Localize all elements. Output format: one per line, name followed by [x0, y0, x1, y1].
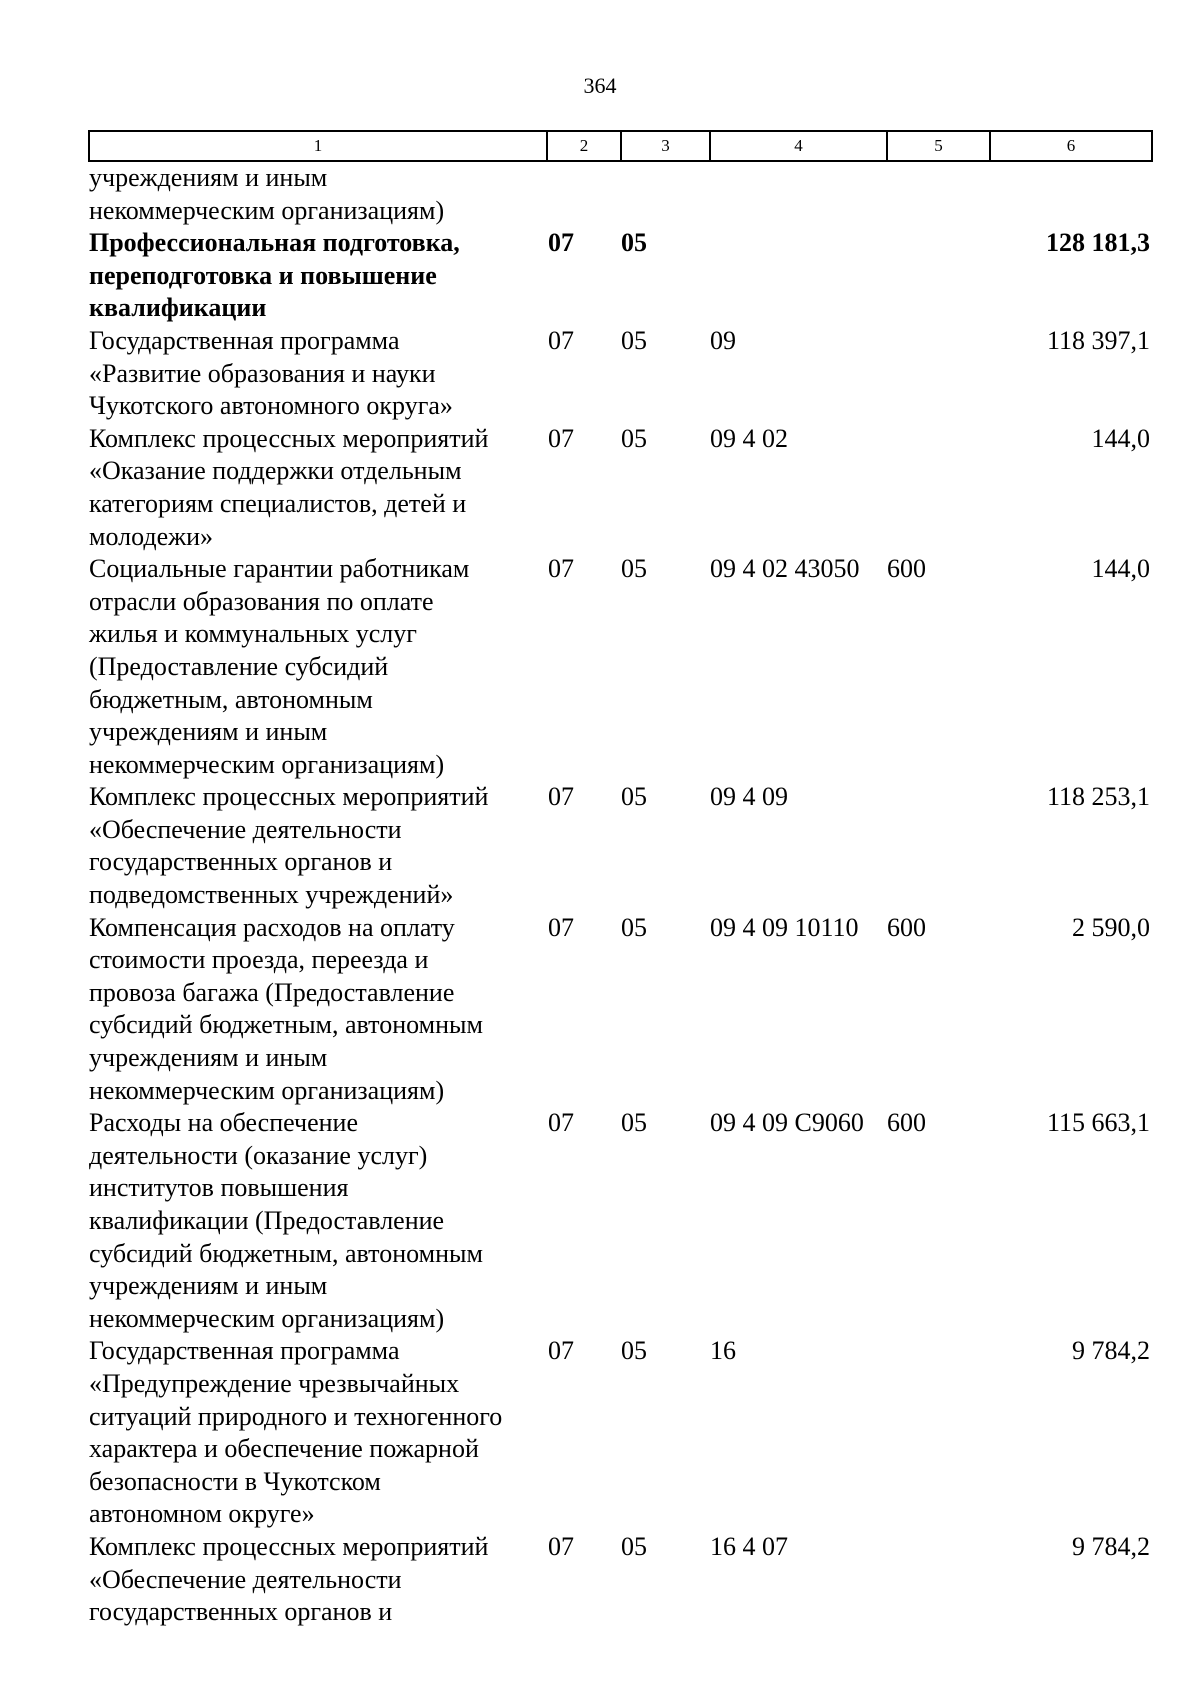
row-name-cell: Комплекс процессных мероприятий «Обеспечение деятельности государственных органов и подведомственных учреждений» [89, 782, 489, 910]
row-section-cell: 07 [548, 1108, 574, 1138]
row-name-cell: учреждениям и иным некоммерческим организациям) [89, 163, 445, 225]
column-header-4: 4 [710, 131, 887, 161]
row-section-cell: 07 [548, 554, 574, 584]
row-section-cell: 07 [548, 1336, 574, 1366]
row-section-cell [547, 161, 621, 227]
row-subsection-cell: 05 [621, 228, 647, 258]
row-section-cell: 07 [548, 228, 574, 258]
row-expense-type-cell: 600 [887, 554, 926, 584]
row-amount-cell: 144,0 [1091, 554, 1150, 584]
budget-table [88, 130, 1153, 1629]
row-program-cell: 09 [710, 325, 736, 355]
row-name-cell: Комплекс процессных мероприятий «Оказание поддержки отдельным категориям специалистов, детей и молодежи» [89, 423, 489, 551]
row-name-cell: Социальные гарантии работникам отрасли образования по оплате жилья и коммунальных услуг (Предоставление субсидий бюджетным, автономным учреждениям и иным некоммерческим организациям) [89, 554, 470, 779]
table-row [89, 781, 1152, 911]
row-program-cell: 16 [710, 1336, 736, 1366]
row-subsection-cell: 05 [621, 1336, 647, 1366]
row-subsection-cell: 05 [621, 423, 647, 453]
row-subsection-cell [621, 161, 710, 227]
row-amount-cell: 115 663,1 [1046, 1108, 1150, 1138]
table-row [89, 912, 1152, 1108]
table-row [89, 1107, 1152, 1335]
column-number-row [89, 131, 1152, 161]
row-amount-cell: 2 590,0 [1072, 912, 1150, 942]
column-header-3: 3 [621, 131, 710, 161]
page-number: 364 [583, 73, 617, 98]
row-name-cell: Государственная программа «Предупреждение чрезвычайных ситуаций природного и техногенного характера и обеспечение пожарной безопасности в Чукотском автономном округе» [89, 1336, 503, 1529]
row-section-cell: 07 [548, 912, 574, 942]
row-subsection-cell: 05 [621, 782, 647, 812]
table-row [89, 325, 1152, 423]
table-row [89, 553, 1152, 781]
row-expense-type-cell: 600 [887, 912, 926, 942]
row-expense-type-cell [887, 227, 990, 325]
row-name-cell: Комплекс процессных мероприятий «Обеспечение деятельности государственных органов и [89, 1531, 489, 1627]
row-program-cell [710, 227, 887, 325]
table-row [89, 227, 1152, 325]
row-expense-type-cell [887, 325, 990, 423]
table-body [89, 161, 1152, 1629]
row-subsection-cell: 05 [621, 1531, 647, 1561]
row-amount-cell: 118 253,1 [1046, 782, 1150, 812]
row-expense-type-cell [887, 1531, 990, 1629]
column-header-6: 6 [990, 131, 1152, 161]
row-expense-type-cell [887, 781, 990, 911]
row-subsection-cell: 05 [621, 554, 647, 584]
table-row [89, 423, 1152, 553]
row-program-cell: 09 4 09 [710, 782, 788, 812]
row-amount-cell: 118 397,1 [1046, 325, 1150, 355]
column-header-1: 1 [89, 131, 547, 161]
row-name-cell: Расходы на обеспечение деятельности (оказание услуг) институтов повышения квалификации (Предоставление субсидий бюджетным, автономным учреждениям и иным некоммерческим организациям) [89, 1108, 483, 1333]
row-amount-cell: 144,0 [1091, 423, 1150, 453]
table-row [89, 161, 1152, 227]
row-name-cell: Компенсация расходов на оплату стоимости проезда, переезда и провоза багажа (Предоставление субсидий бюджетным, автономным учреждениям и иным некоммерческим организациям) [89, 912, 483, 1105]
row-section-cell: 07 [548, 1531, 574, 1561]
row-section-cell: 07 [548, 325, 574, 355]
row-program-cell: 09 4 02 [710, 423, 788, 453]
row-subsection-cell: 05 [621, 325, 647, 355]
row-name-cell: Государственная программа «Развитие образования и науки Чукотского автономного округа» [89, 325, 453, 421]
row-name-cell: Профессиональная подготовка, переподготовка и повышение квалификации [89, 228, 460, 323]
column-header-5: 5 [887, 131, 990, 161]
row-program-cell: 16 4 07 [710, 1531, 788, 1561]
row-amount-cell: 9 784,2 [1072, 1336, 1150, 1366]
row-subsection-cell: 05 [621, 912, 647, 942]
row-subsection-cell: 05 [621, 1108, 647, 1138]
row-section-cell: 07 [548, 423, 574, 453]
column-header-2: 2 [547, 131, 621, 161]
row-expense-type-cell [887, 161, 990, 227]
row-program-cell: 09 4 09 С9060 [710, 1108, 864, 1138]
row-amount-cell: 9 784,2 [1072, 1531, 1150, 1561]
row-expense-type-cell [887, 423, 990, 553]
row-program-cell [710, 161, 887, 227]
row-expense-type-cell [887, 1335, 990, 1531]
row-expense-type-cell: 600 [887, 1108, 926, 1138]
row-program-cell: 09 4 09 10110 [710, 912, 859, 942]
row-amount-cell: 128 181,3 [1046, 228, 1150, 258]
row-program-cell: 09 4 02 43050 [710, 554, 860, 584]
row-section-cell: 07 [548, 782, 574, 812]
table-row [89, 1335, 1152, 1531]
row-amount-cell [990, 161, 1152, 227]
table-row [89, 1531, 1152, 1629]
